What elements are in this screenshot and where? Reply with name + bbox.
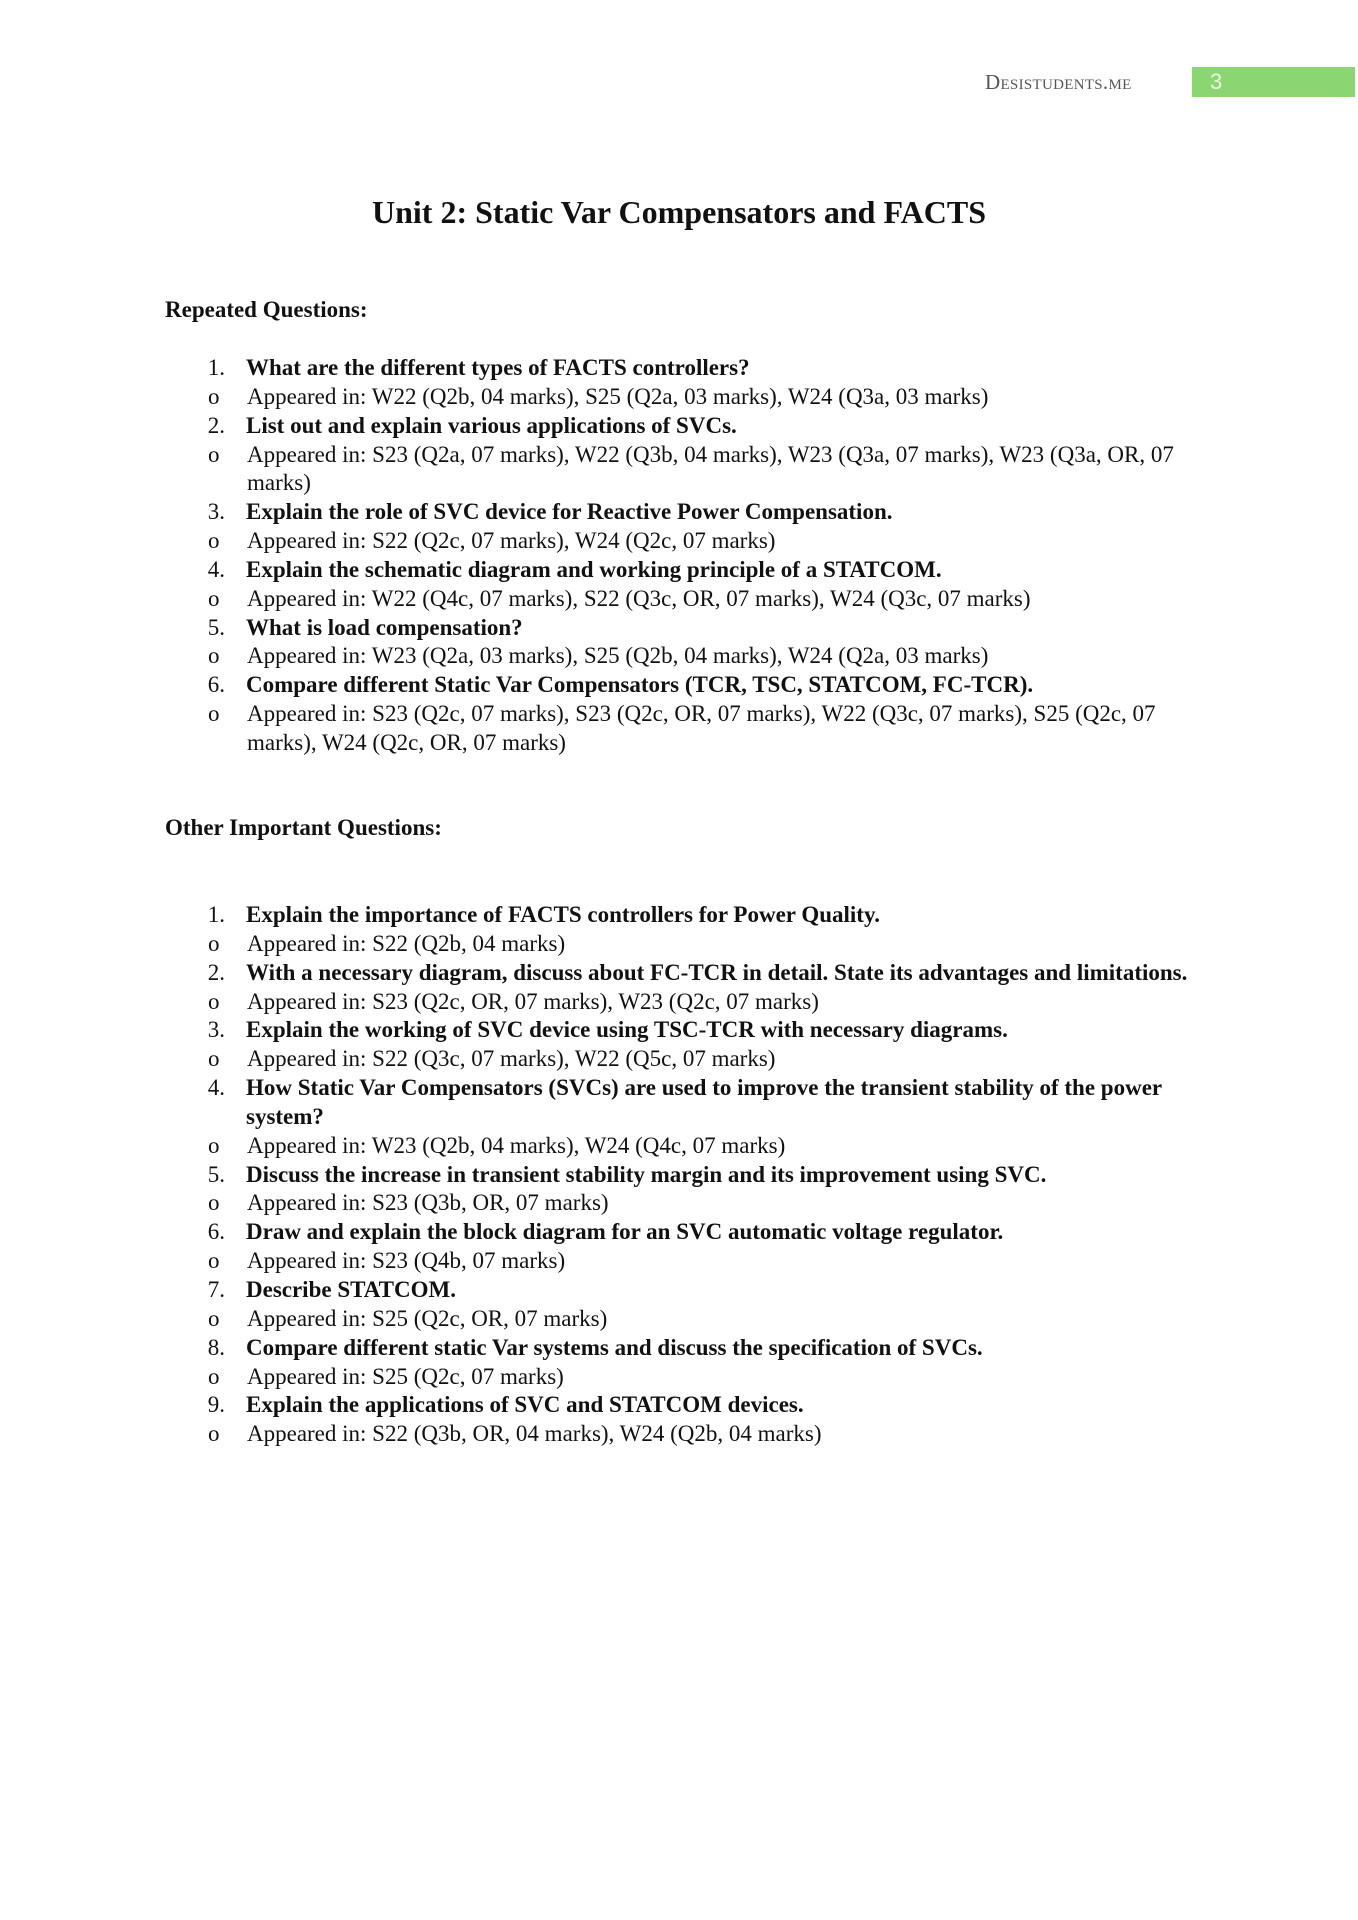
appeared-in-text: Appeared in: S23 (Q2c, OR, 07 marks), W23 (Q2c, 07 marks) — [247, 988, 819, 1014]
other-questions-list — [165, 901, 1195, 1449]
appeared-in-item — [165, 642, 1195, 671]
appeared-in-text: Appeared in: S25 (Q2c, OR, 07 marks) — [247, 1305, 608, 1331]
bullet-icon: o — [208, 1132, 220, 1158]
question-item — [165, 614, 1195, 643]
question-item — [165, 1016, 1195, 1045]
question-number: 2. — [207, 959, 225, 985]
appeared-in-item — [165, 441, 1195, 499]
question-text: Discuss the increase in transient stability margin and its improvement using SVC. — [246, 1161, 1047, 1187]
appeared-in-text: Appeared in: W22 (Q2b, 04 marks), S25 (Q2a, 03 marks), W24 (Q3a, 03 marks) — [247, 383, 989, 409]
page-title: Unit 2: Static Var Compensators and FACTS — [372, 194, 986, 230]
appeared-in-text: Appeared in: W22 (Q4c, 07 marks), S22 (Q3c, OR, 07 marks), W24 (Q3c, 07 marks) — [247, 585, 1031, 611]
appeared-in-item — [165, 1363, 1195, 1392]
question-text: What is load compensation? — [246, 614, 523, 640]
bullet-icon: o — [208, 1046, 220, 1072]
bullet-icon: o — [208, 930, 220, 956]
question-number: 3. — [207, 499, 225, 525]
appeared-in-text: Appeared in: W23 (Q2b, 04 marks), W24 (Q4c, 07 marks) — [247, 1132, 786, 1158]
question-item — [165, 354, 1195, 383]
question-text: Explain the working of SVC device using TSC-TCR with necessary diagrams. — [246, 1017, 1008, 1043]
site-name: Desistudents.me — [985, 70, 1132, 94]
appeared-in-text: Appeared in: S22 (Q2b, 04 marks) — [247, 930, 566, 956]
question-item — [165, 498, 1195, 527]
bullet-icon: o — [208, 643, 220, 669]
bullet-icon: o — [208, 585, 220, 611]
page-number-badge — [1192, 67, 1355, 97]
appeared-in-item — [165, 383, 1195, 412]
section-heading-other: Other Important Questions: — [165, 815, 442, 840]
appeared-in-item — [165, 1132, 1195, 1161]
question-number: 9. — [207, 1392, 225, 1418]
question-number: 5. — [207, 614, 225, 640]
appeared-in-item — [165, 1247, 1195, 1276]
question-number: 8. — [207, 1334, 225, 1360]
question-number: 5. — [207, 1161, 225, 1187]
question-text: Draw and explain the block diagram for an SVC automatic voltage regulator. — [246, 1219, 1004, 1245]
question-item — [165, 1276, 1195, 1305]
question-text: Explain the schematic diagram and working principle of a STATCOM. — [246, 556, 942, 582]
question-item — [165, 901, 1195, 930]
question-item — [165, 671, 1195, 700]
appeared-in-text: Appeared in: S25 (Q2c, 07 marks) — [247, 1363, 564, 1389]
bullet-icon: o — [208, 528, 220, 554]
question-number: 6. — [207, 1219, 225, 1245]
question-item — [165, 1391, 1195, 1420]
question-number: 4. — [207, 1075, 225, 1101]
question-text: List out and explain various applications of SVCs. — [246, 412, 737, 438]
bullet-icon: o — [208, 1248, 220, 1274]
appeared-in-item — [165, 527, 1195, 556]
appeared-in-item — [165, 930, 1195, 959]
question-text: Describe STATCOM. — [246, 1276, 456, 1302]
bullet-icon: o — [208, 383, 220, 409]
question-number: 2. — [207, 412, 225, 438]
question-text: With a necessary diagram, discuss about FC-TCR in detail. State its advantages and limitations. — [246, 959, 1188, 985]
question-item — [165, 1161, 1195, 1190]
question-number: 4. — [207, 556, 225, 582]
bullet-icon: o — [208, 1305, 220, 1331]
appeared-in-text: Appeared in: S22 (Q2c, 07 marks), W24 (Q2c, 07 marks) — [247, 528, 776, 554]
appeared-in-text: Appeared in: S23 (Q2a, 07 marks), W22 (Q3b, 04 marks), W23 (Q3a, 07 marks), W23 (Q3a, OR, 07 marks) — [247, 441, 1174, 496]
bullet-icon: o — [208, 1363, 220, 1389]
appeared-in-item — [165, 1420, 1195, 1449]
question-text: Explain the importance of FACTS controllers for Power Quality. — [246, 902, 880, 927]
appeared-in-item — [165, 1045, 1195, 1074]
question-item — [165, 412, 1195, 441]
question-item — [165, 1074, 1195, 1132]
appeared-in-item — [165, 1305, 1195, 1334]
question-number: 1. — [207, 902, 225, 927]
appeared-in-text: Appeared in: S23 (Q4b, 07 marks) — [247, 1248, 566, 1274]
question-item — [165, 1218, 1195, 1247]
appeared-in-text: Appeared in: S22 (Q3b, OR, 04 marks), W24 (Q2b, 04 marks) — [247, 1421, 822, 1447]
question-text: Compare different static Var systems and discuss the specification of SVCs. — [246, 1334, 983, 1360]
appeared-in-item — [165, 988, 1195, 1017]
appeared-in-text: Appeared in: W23 (Q2a, 03 marks), S25 (Q2b, 04 marks), W24 (Q2a, 03 marks) — [247, 643, 989, 669]
question-text: Compare different Static Var Compensators (TCR, TSC, STATCOM, FC-TCR). — [246, 672, 1034, 698]
question-item — [165, 1334, 1195, 1363]
question-item — [165, 959, 1195, 988]
question-text: What are the different types of FACTS controllers? — [246, 355, 750, 380]
question-text: Explain the applications of SVC and STATCOM devices. — [246, 1392, 804, 1418]
bullet-icon: o — [208, 1190, 220, 1216]
page-number: 3 — [1210, 69, 1223, 94]
bullet-icon: o — [208, 701, 220, 727]
question-number: 7. — [207, 1276, 225, 1302]
repeated-questions-list — [165, 354, 1195, 758]
bullet-icon: o — [208, 441, 220, 467]
question-number: 6. — [207, 672, 225, 698]
bullet-icon: o — [208, 988, 220, 1014]
question-number: 3. — [207, 1017, 225, 1043]
question-item — [165, 556, 1195, 585]
appeared-in-item — [165, 585, 1195, 614]
question-text: Explain the role of SVC device for Reactive Power Compensation. — [246, 499, 893, 525]
bullet-icon: o — [208, 1421, 220, 1447]
appeared-in-item — [165, 700, 1195, 758]
question-number: 1. — [207, 355, 225, 380]
section-heading-repeated: Repeated Questions: — [165, 297, 368, 322]
appeared-in-item — [165, 1189, 1195, 1218]
appeared-in-text: Appeared in: S23 (Q2c, 07 marks), S23 (Q2c, OR, 07 marks), W22 (Q3c, 07 marks), S25 (Q2c, 07 marks), W24 (Q2c, OR, 07 marks) — [247, 701, 1156, 755]
question-text: How Static Var Compensators (SVCs) are used to improve the transient stability of the power system? — [246, 1075, 1162, 1129]
appeared-in-text: Appeared in: S22 (Q3c, 07 marks), W22 (Q5c, 07 marks) — [247, 1046, 776, 1072]
appeared-in-text: Appeared in: S23 (Q3b, OR, 07 marks) — [247, 1190, 609, 1216]
